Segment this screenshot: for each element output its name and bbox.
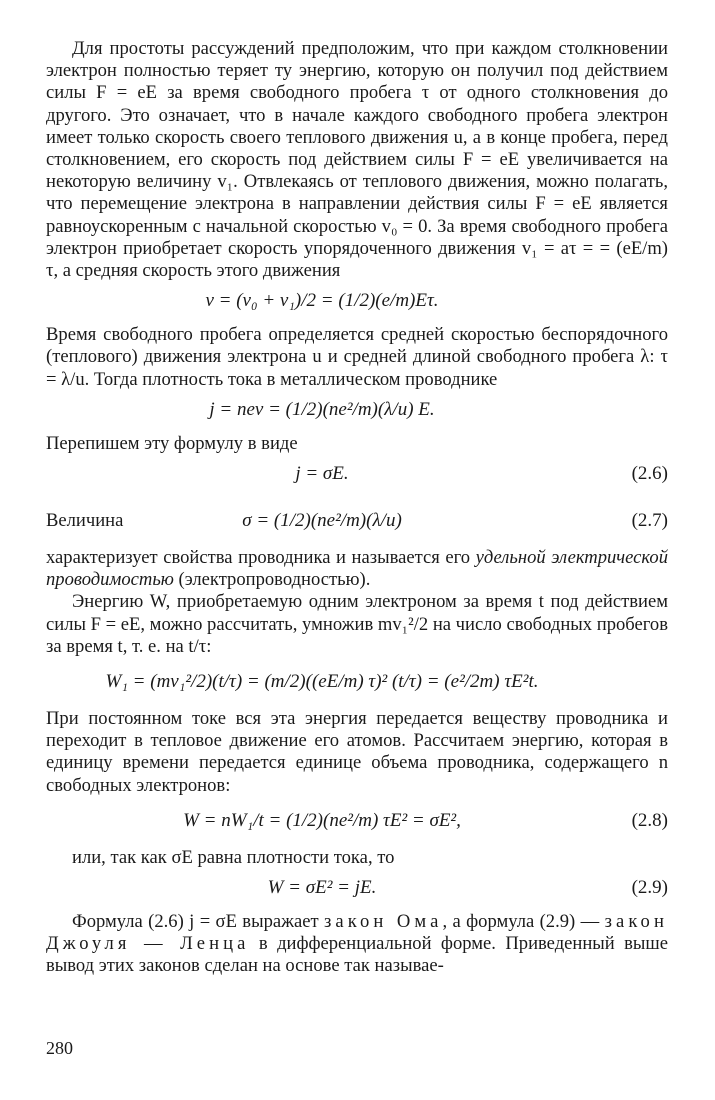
paragraph-rewrite: Перепишем эту формулу в виде [46, 432, 298, 454]
paragraph-conductivity-definition [46, 547, 668, 591]
term-specific-conductivity: удельной электрической проводимостью [46, 547, 669, 591]
equation-current-density [46, 391, 668, 433]
formula-joule-lenz: W = σE² = jE. [267, 877, 377, 899]
paragraph-collision-assumption: Для простоты рассуждений предположим, что при каждом столкновении электрон полностью теряет ту энергию, которую он получил под действием силы F = eE за время свободного пробега τ от одного столкновения до другого. Это означает, что в начале каждого свободного пробега электрон имеет только скорость своего теплового движения u, а в конце пробега, перед столкновением, его скорость под действием силы F = eE увеличивается на некоторую величину v₁. Отвлекаясь от теплового движения, можно полагать, что перемещение электрона в направлении действия силы F = eE является равноускоренным с начальной скоростью v₀ = 0. За время свободного пробега электрон приобретает скорость упорядоченного движения v₁ = aτ = = (eE/m) τ, а средняя скорость этого движения [46, 38, 668, 282]
formula-ohm-differential: j = σE. [295, 463, 349, 485]
label-quantity: Величина [46, 510, 124, 532]
paragraph-energy-transfer: При постоянном токе вся эта энергия передается веществу проводника и переходит в тепловое движение его атомов. Рассчитаем энергию, которая в единицу времени передается единице объема проводника, содержащего n свободных электронов: [46, 708, 668, 796]
formula-electron-energy: W₁ = (mv₁²/2)(t/τ) = (m/2)((eE/m) τ)² (t/τ) = (e²/2m) τE²t. [105, 671, 539, 693]
equation-number-2-8: (2.8) [631, 809, 668, 831]
text-segment: характеризует свойства проводника и называется его [46, 547, 476, 569]
text-segment: , а формула (2.9) — [442, 911, 605, 933]
term-ohm-law: закон Ома [323, 911, 443, 933]
formula-conductivity: σ = (1/2)(ne²/m)(λ/u) [242, 510, 402, 532]
paragraph-laws-conclusion [46, 911, 668, 978]
page-body [46, 38, 668, 978]
equation-2-7 [46, 497, 668, 547]
equation-mean-velocity [46, 282, 668, 324]
equation-number-2-9: (2.9) [631, 877, 668, 899]
equation-2-6 [46, 455, 668, 497]
term-joule-lenz-law: закон Джоуля — Ленца [46, 911, 668, 955]
paragraph-free-path-time: Время свободного пробега определяется средней скоростью беспорядочного (теплового) движения электрона u и средней длиной свободного пробега λ: τ = λ/u. Тогда плотность тока в металлическом проводнике [46, 324, 668, 390]
formula-current-density: j = nev = (1/2)(ne²/m)(λ/u) E. [209, 398, 435, 420]
text-segment: (электропроводностью). [173, 569, 371, 591]
equation-2-9 [46, 869, 668, 911]
paragraph-current-density-note: или, так как σE равна плотности тока, то [72, 846, 395, 868]
page-number: 280 [46, 1038, 73, 1058]
equation-electron-energy [46, 658, 668, 708]
equation-number-2-7: (2.7) [631, 510, 668, 532]
equation-number-2-6: (2.6) [631, 463, 668, 485]
text-segment: в дифференциальной форме. Приведенный выше вывод этих законов сделан на основе так называе- [46, 933, 668, 977]
text-segment: Формула (2.6) j = σE выражает [72, 911, 324, 933]
equation-2-8 [46, 797, 668, 847]
paragraph-electron-energy: Энергию W, приобретаемую одним электроном за время t под действием силы F = eE, можно рассчитать, умножив mv₁²/2 на число свободных пробегов за время t, т. е. на t/τ: [46, 591, 668, 657]
formula-mean-velocity: v = (v₀ + v₁)/2 = (1/2)(e/m)Eτ. [205, 290, 439, 312]
formula-power-density: W = nW₁/t = (1/2)(ne²/m) τE² = σE², [183, 809, 461, 831]
